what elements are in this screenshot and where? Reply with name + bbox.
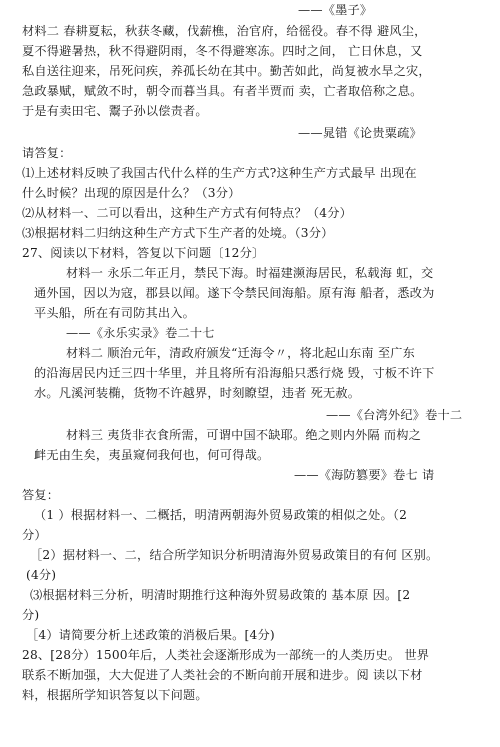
material-two-line-3: 私自送往迎来，吊死问疾，养孤长幼在其中。勤苦如此，尚复被水旱之灾， (22, 64, 431, 78)
question-27-2-line-2: (4分) (26, 568, 57, 582)
q27-material-one-line-1: 材料一 永乐二年正月，禁民下海。时福建濒海居民，私载海 虹，交 (66, 266, 434, 280)
question-26-1-line-2: 什么时候？出现的原因是什么？（3分） (22, 186, 241, 200)
question-27-1-line-1: （1 ）根据材料一、二概括，明清两朝海外贸易政策的相似之处。（2 (34, 508, 408, 522)
question-26-1-line-1: ⑴上述材料反映了我国古代什么样的生产方式?这种生产方式最早 出现在 (22, 166, 417, 180)
q27-material-two-line-3: 水。凡溪河装椭，货物不许越界，时刻瞭望，违者 死无赦。 (34, 386, 361, 400)
q27-material-three-line-1: 材料三 夷货非衣食所需，可谓中国不缺耶。绝之则内外隔 而构之 (66, 428, 421, 442)
question-27-2-line-1: ［2）据材料一、二，结合所学知识分析明清海外贸易政策目的有何 区别。 (30, 548, 439, 562)
material-two-line-1: 材料二 春耕夏耘，秋获冬藏，伐薪樵，治官府，给徭役。春不得 避风尘， (22, 24, 427, 38)
q27-material-two-line-1: 材料二 顺治元年，清政府颁发“迁海令〃，将北起山东南 至广东 (66, 346, 416, 360)
question-26-3: ⑶根据材料二归纳这种生产方式下生产者的处境。（3分） (22, 226, 334, 240)
q27-material-three-line-2: 衅无由生矣，夷虽窥伺我何也，何可得哉。 (34, 448, 270, 462)
question-26-2: ⑵从材料一、二可以看出，这种生产方式有何特点？（4分） (22, 206, 353, 220)
answer-prompt-26: 请答复： (22, 146, 72, 160)
material-two-line-2: 夏不得避暑热，秋不得避阴雨，冬不得避寒冻。四时之间， 亡日休息，又 (22, 44, 423, 58)
answer-prompt-27: 答复： (22, 488, 60, 502)
question-27-3-line-1: ⑶根据材料三分析，明清时期推行这种海外贸易政策的 基本原 因。[2 (30, 588, 411, 602)
question-27-1-line-2: 分） (22, 528, 47, 542)
material-two-line-5: 于是有卖田宅、鬻子孙以偿责者。 (22, 104, 208, 118)
source-citation-chaocuo: ——晁错《论贵粟疏》 (298, 126, 422, 140)
q27-material-two-line-2: 的沿海居民内迁三四十华里，并且将所有沿海船只悉行烧 毁，寸板不许下 (34, 366, 435, 380)
question-27-4: ［4）请简要分析上述政策的消极后果。[4分) (26, 628, 275, 642)
q27-material-one-line-2: 通外国，因以为寇，郡县以闻。遂下令禁民间海船。原有海 船者，悉改为 (34, 286, 435, 300)
question-28-line-2: 联系不断加强，大大促进了人类社会的不断向前开展和进步。阅 读以下材 (22, 668, 423, 682)
source-citation-mozi: ——《墨子》 (298, 3, 373, 17)
question-27-heading: 27、阅读以下材料，答复以下问题〔12分〕 (22, 246, 265, 260)
source-citation-haifang: ——《海防篡要》卷七 请 (294, 468, 435, 482)
question-28-line-3: 料，根据所学知识答复以下问题。 (22, 688, 208, 702)
source-citation-yongle: ——《永乐实录》卷二十七 (66, 326, 215, 340)
source-citation-taiwan: ——《台湾外纪》卷十二 (326, 408, 463, 422)
material-two-line-4: 急政暴赋，赋敛不时，朝令而暮当具。有者半贾而 卖，亡者取倍称之息。 (22, 84, 423, 98)
q27-material-one-line-3: 平头船，所在有司防其出入。 (34, 306, 196, 320)
question-28-line-1: 28、[28分）1500年后，人类社会逐渐形成为一部统一的人类历史。 世界 (22, 648, 430, 662)
question-27-3-line-2: 分) (22, 608, 40, 622)
